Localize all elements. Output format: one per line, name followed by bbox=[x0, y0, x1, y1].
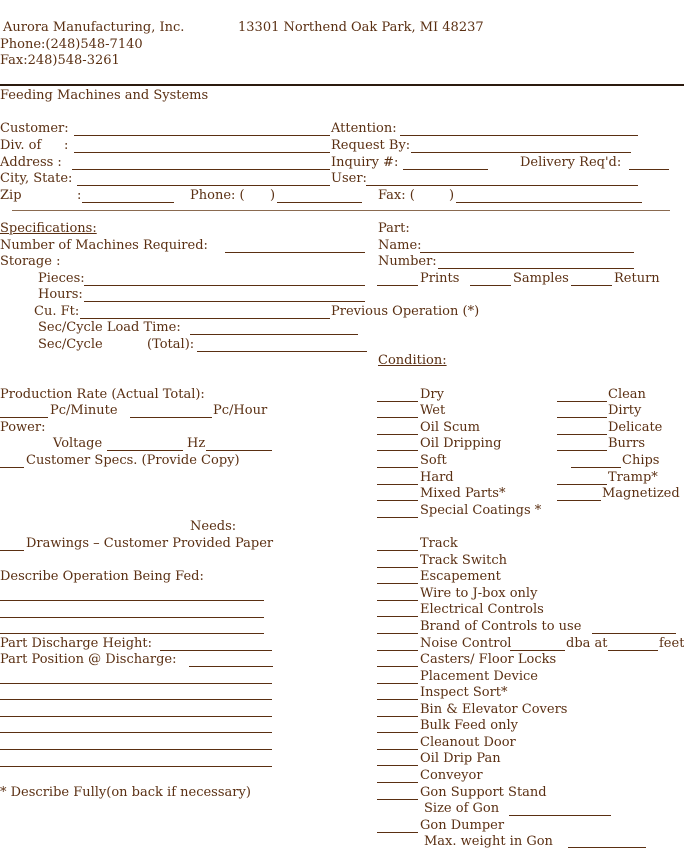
option-item: Wire to J-box only bbox=[420, 586, 538, 601]
feet-label: feet bbox=[659, 636, 684, 651]
describe-line[interactable] bbox=[0, 600, 264, 601]
customer-label: Customer: bbox=[0, 121, 69, 136]
pc-hour-label: Pc/Hour bbox=[213, 403, 268, 418]
company-fax: Fax:248)548-3261 bbox=[0, 53, 120, 68]
condition-checkline[interactable] bbox=[377, 517, 418, 518]
user-label: User: bbox=[331, 171, 367, 186]
option-checkline[interactable] bbox=[377, 567, 418, 568]
max-weight-field[interactable] bbox=[568, 847, 646, 848]
dba-at-label: dba at bbox=[566, 636, 608, 651]
div-of-label: Div. of bbox=[0, 138, 42, 153]
attention-field[interactable] bbox=[400, 135, 638, 136]
zip-field[interactable] bbox=[82, 202, 174, 203]
option-item: Conveyor bbox=[420, 768, 483, 783]
condition-checkline[interactable] bbox=[557, 417, 607, 418]
return-checkline[interactable] bbox=[571, 285, 612, 286]
option-item: Bulk Feed only bbox=[420, 718, 518, 733]
option-checkline[interactable] bbox=[377, 666, 418, 667]
condition-checkline[interactable] bbox=[557, 450, 607, 451]
needs-heading: Needs: bbox=[190, 519, 237, 534]
prints-checkline[interactable] bbox=[377, 285, 418, 286]
part-name-field[interactable] bbox=[420, 252, 634, 253]
option-checkline[interactable] bbox=[377, 765, 418, 766]
cu-ft-label: Cu. Ft: bbox=[34, 304, 80, 319]
attention-label: Attention: bbox=[331, 121, 397, 136]
condition-checkline[interactable] bbox=[557, 484, 607, 485]
user-field[interactable] bbox=[366, 185, 638, 186]
max-weight-label: Max. weight in Gon bbox=[424, 834, 553, 849]
condition-item: Oil Scum bbox=[420, 420, 480, 435]
drawings-checkline[interactable] bbox=[0, 550, 24, 551]
address-field[interactable] bbox=[72, 169, 330, 170]
form-title: Feeding Machines and Systems bbox=[0, 88, 209, 103]
notes-line[interactable] bbox=[0, 749, 272, 750]
customer-specs-checkline[interactable] bbox=[0, 467, 24, 468]
part-number-field[interactable] bbox=[438, 268, 634, 269]
request-by-field[interactable] bbox=[411, 152, 631, 153]
option-item: Track Switch bbox=[420, 553, 507, 568]
condition-checkline[interactable] bbox=[571, 467, 621, 468]
condition-heading: Condition: bbox=[378, 353, 447, 368]
inquiry-field[interactable] bbox=[403, 169, 488, 170]
phone-close: ) bbox=[270, 188, 276, 203]
samples-label: Samples bbox=[513, 271, 569, 286]
pieces-label: Pieces: bbox=[38, 271, 85, 286]
condition-checkline[interactable] bbox=[377, 434, 418, 435]
size-of-gon-label: Size of Gon bbox=[424, 801, 500, 816]
power-label: Power: bbox=[0, 420, 46, 435]
prints-label: Prints bbox=[420, 271, 460, 286]
storage-label: Storage : bbox=[0, 254, 61, 269]
notes-line[interactable] bbox=[0, 766, 272, 767]
total-label: (Total): bbox=[147, 337, 195, 352]
option-item: Placement Device bbox=[420, 669, 538, 684]
hz-field[interactable] bbox=[206, 450, 272, 451]
condition-item: Wet bbox=[420, 403, 446, 418]
discharge-height-label: Part Discharge Height: bbox=[0, 636, 152, 651]
condition-checkline[interactable] bbox=[377, 484, 418, 485]
cu-ft-field[interactable] bbox=[80, 318, 330, 319]
option-checkline[interactable] bbox=[377, 550, 418, 551]
condition-checkline[interactable] bbox=[557, 401, 607, 402]
num-machines-label: Number of Machines Required: bbox=[0, 238, 208, 253]
condition-item: Dry bbox=[420, 387, 444, 402]
phone-field[interactable] bbox=[277, 202, 362, 203]
option-item: Noise Control bbox=[420, 636, 512, 651]
condition-item: Delicate bbox=[608, 420, 663, 435]
part-number-label: Number: bbox=[378, 254, 437, 269]
describe-line[interactable] bbox=[0, 633, 264, 634]
address-label: Address : bbox=[0, 155, 62, 170]
pieces-field[interactable] bbox=[84, 285, 365, 286]
zip-label: Zip bbox=[0, 188, 22, 203]
load-time-field[interactable] bbox=[190, 334, 358, 335]
option-item: Gon Support Stand bbox=[420, 785, 547, 800]
option-checkline[interactable] bbox=[377, 782, 418, 783]
num-machines-field[interactable] bbox=[225, 252, 365, 253]
discharge-position-label: Part Position @ Discharge: bbox=[0, 652, 177, 667]
condition-checkline[interactable] bbox=[377, 467, 418, 468]
condition-checkline[interactable] bbox=[557, 434, 607, 435]
option-item: Track bbox=[420, 536, 458, 551]
option-checkline[interactable] bbox=[377, 683, 418, 684]
condition-checkline[interactable] bbox=[377, 417, 418, 418]
condition-item: Special Coatings * bbox=[420, 503, 542, 518]
city-state-label: City, State: bbox=[0, 171, 73, 186]
brand-of-controls-field[interactable] bbox=[592, 633, 676, 634]
sec-cycle-label: Sec/Cycle bbox=[38, 337, 103, 352]
option-item: Inspect Sort* bbox=[420, 685, 508, 700]
option-item: Cleanout Door bbox=[420, 735, 516, 750]
total-field[interactable] bbox=[197, 351, 367, 352]
section-rule bbox=[12, 210, 670, 211]
option-checkline[interactable] bbox=[377, 716, 418, 717]
option-item: Oil Drip Pan bbox=[420, 751, 501, 766]
size-of-gon-field[interactable] bbox=[509, 815, 611, 816]
option-item: Bin & Elevator Covers bbox=[420, 702, 568, 717]
gon-dumper-label: Gon Dumper bbox=[420, 818, 505, 833]
noise-dba-field[interactable] bbox=[510, 650, 565, 651]
describe-line[interactable] bbox=[0, 617, 264, 618]
describe-operation-label: Describe Operation Being Fed: bbox=[0, 569, 204, 584]
option-checkline[interactable] bbox=[377, 616, 418, 617]
discharge-height-field[interactable] bbox=[160, 650, 272, 651]
condition-item: Mixed Parts* bbox=[420, 486, 506, 501]
div-of-colon: : bbox=[64, 138, 69, 153]
fax-field[interactable] bbox=[456, 202, 642, 203]
discharge-position-field[interactable] bbox=[189, 666, 273, 667]
samples-checkline[interactable] bbox=[470, 285, 511, 286]
zip-colon: : bbox=[77, 188, 82, 203]
describe-fully-note: * Describe Fully(on back if necessary) bbox=[0, 785, 251, 800]
option-checkline[interactable] bbox=[377, 799, 418, 800]
prev-op-label: Previous Operation (*) bbox=[331, 304, 480, 319]
condition-item: Soft bbox=[420, 453, 447, 468]
option-item: Casters/ Floor Locks bbox=[420, 652, 557, 667]
hours-field[interactable] bbox=[84, 301, 365, 302]
header-rule bbox=[0, 84, 684, 86]
option-checkline[interactable] bbox=[377, 699, 418, 700]
notes-line[interactable] bbox=[0, 716, 272, 717]
option-item: Electrical Controls bbox=[420, 602, 544, 617]
city-state-field[interactable] bbox=[77, 185, 330, 186]
pc-hour-field[interactable] bbox=[130, 417, 212, 418]
notes-line[interactable] bbox=[0, 699, 272, 700]
phone-label: Phone: ( bbox=[190, 188, 245, 203]
option-checkline[interactable] bbox=[377, 600, 418, 601]
company-phone: Phone:(248)548-7140 bbox=[0, 37, 143, 52]
condition-item: Hard bbox=[420, 470, 454, 485]
notes-line[interactable] bbox=[0, 732, 272, 733]
condition-item: Oil Dripping bbox=[420, 436, 502, 451]
drawings-label: Drawings – Customer Provided Paper bbox=[26, 536, 274, 551]
request-by-label: Request By: bbox=[331, 138, 411, 153]
condition-checkline[interactable] bbox=[557, 500, 601, 501]
inquiry-label: Inquiry #: bbox=[331, 155, 399, 170]
option-checkline[interactable] bbox=[377, 732, 418, 733]
company-name: Aurora Manufacturing, Inc. bbox=[3, 20, 185, 35]
notes-line[interactable] bbox=[0, 683, 272, 684]
noise-feet-field[interactable] bbox=[608, 650, 658, 651]
condition-item: Dirty bbox=[608, 403, 642, 418]
load-time-label: Sec/Cycle Load Time: bbox=[38, 320, 181, 335]
hz-label: Hz bbox=[187, 436, 206, 451]
company-address: 13301 Northend Oak Park, MI 48237 bbox=[238, 20, 484, 35]
part-name-label: Name: bbox=[378, 238, 422, 253]
option-checkline[interactable] bbox=[377, 633, 418, 634]
voltage-field[interactable] bbox=[107, 450, 183, 451]
pc-minute-label: Pc/Minute bbox=[50, 403, 118, 418]
condition-item: Clean bbox=[608, 387, 646, 402]
return-label: Return bbox=[614, 271, 660, 286]
pc-minute-field[interactable] bbox=[0, 417, 48, 418]
condition-checkline[interactable] bbox=[377, 450, 418, 451]
condition-item: Burrs bbox=[608, 436, 646, 451]
div-of-field[interactable] bbox=[74, 152, 330, 153]
option-item: Escapement bbox=[420, 569, 501, 584]
delivery-label: Delivery Req'd: bbox=[520, 155, 622, 170]
part-label: Part: bbox=[378, 221, 410, 236]
condition-checkline[interactable] bbox=[377, 401, 418, 402]
condition-item: Tramp* bbox=[608, 470, 658, 485]
delivery-field[interactable] bbox=[629, 169, 669, 170]
voltage-label: Voltage bbox=[53, 436, 103, 451]
specs-heading: Specifications: bbox=[0, 221, 97, 236]
customer-specs-label: Customer Specs. (Provide Copy) bbox=[26, 453, 240, 468]
hours-label: Hours: bbox=[38, 287, 83, 302]
option-checkline[interactable] bbox=[377, 749, 418, 750]
production-rate-label: Production Rate (Actual Total): bbox=[0, 387, 205, 402]
condition-item: Magnetized bbox=[602, 486, 680, 501]
fax-close: ) bbox=[449, 188, 455, 203]
condition-checkline[interactable] bbox=[377, 500, 418, 501]
condition-item: Chips bbox=[622, 453, 660, 468]
gon-dumper-checkline[interactable] bbox=[377, 832, 418, 833]
option-item: Brand of Controls to use bbox=[420, 619, 582, 634]
option-checkline[interactable] bbox=[377, 650, 418, 651]
customer-field[interactable] bbox=[74, 135, 330, 136]
fax-label: Fax: ( bbox=[378, 188, 415, 203]
option-checkline[interactable] bbox=[377, 583, 418, 584]
